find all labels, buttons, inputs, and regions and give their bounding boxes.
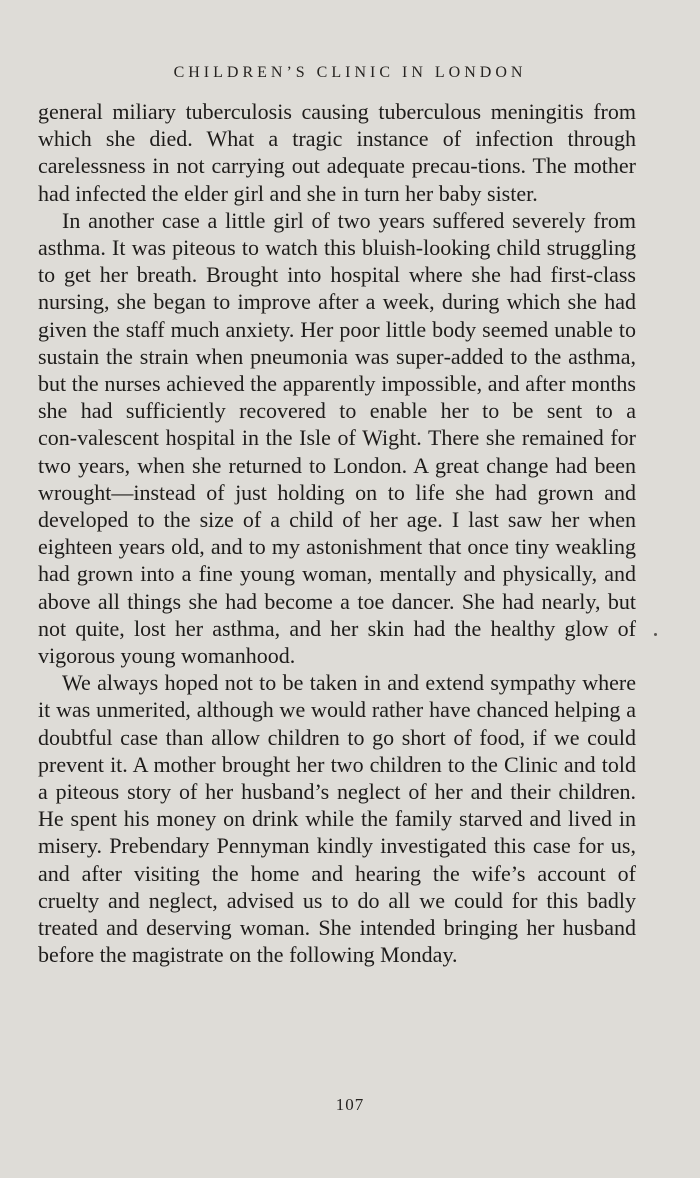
paragraph-mother-case: We always hoped not to be taken in and extend sympathy where it was unmerited, although we would rather have chanced helping a doubtful case than allow children to go short of food, if we could prevent it. A mother brought her two children to the Clinic and told a piteous story of her husband’s neglect of her and their children. He spent his money on drink while the family starved and lived in misery. Prebendary Pennyman kindly investigated this case for us, and after visiting the home and hearing the wife’s account of cruelty and neglect, advised us to do all we could for this badly treated and deserving woman. She intended bringing her husband before the magistrate on the following Monday. [38,670,636,968]
margin-dot-mark [654,633,657,636]
running-head: CHILDREN’S CLINIC IN LONDON [173,64,527,81]
paragraph-continued: general miliary tuberculosis causing tuberculous meningitis from which she died. What a tragic instance of infection through carelessness in not carrying out adequate precau‑tions. The mother had infected the elder girl and she in turn her baby sister. [38,99,636,206]
body-text [38,98,636,969]
paragraph-asthma-case: In another case a little girl of two years suffered severely from asthma. It was piteous to watch this bluish‑looking child struggling to get her breath. Brought into hospital where she had first‑class nursing, she began to improve after a week, during which she had given the staff much anxiety. Her poor little body seemed unable to sustain the strain when pneumonia was super‑added to the asthma, but the nurses achieved the apparently impossible, and after months she had sufficiently recovered to enable her to be sent to a con‑valescent hospital in the Isle of Wight. There she remained for two years, when she returned to London. A great change had been wrought—instead of just holding on to life she had grown and developed to the size of a child of her age. I last saw her when eighteen years old, and to my astonishment that once tiny weakling had grown into a fine young woman, mentally and physically, and above all things she had become a toe dancer. She had nearly, but not quite, lost her asthma, and her skin had the healthy glow of vigorous young womanhood. [38,207,636,669]
page-number: 107 [335,1095,365,1114]
